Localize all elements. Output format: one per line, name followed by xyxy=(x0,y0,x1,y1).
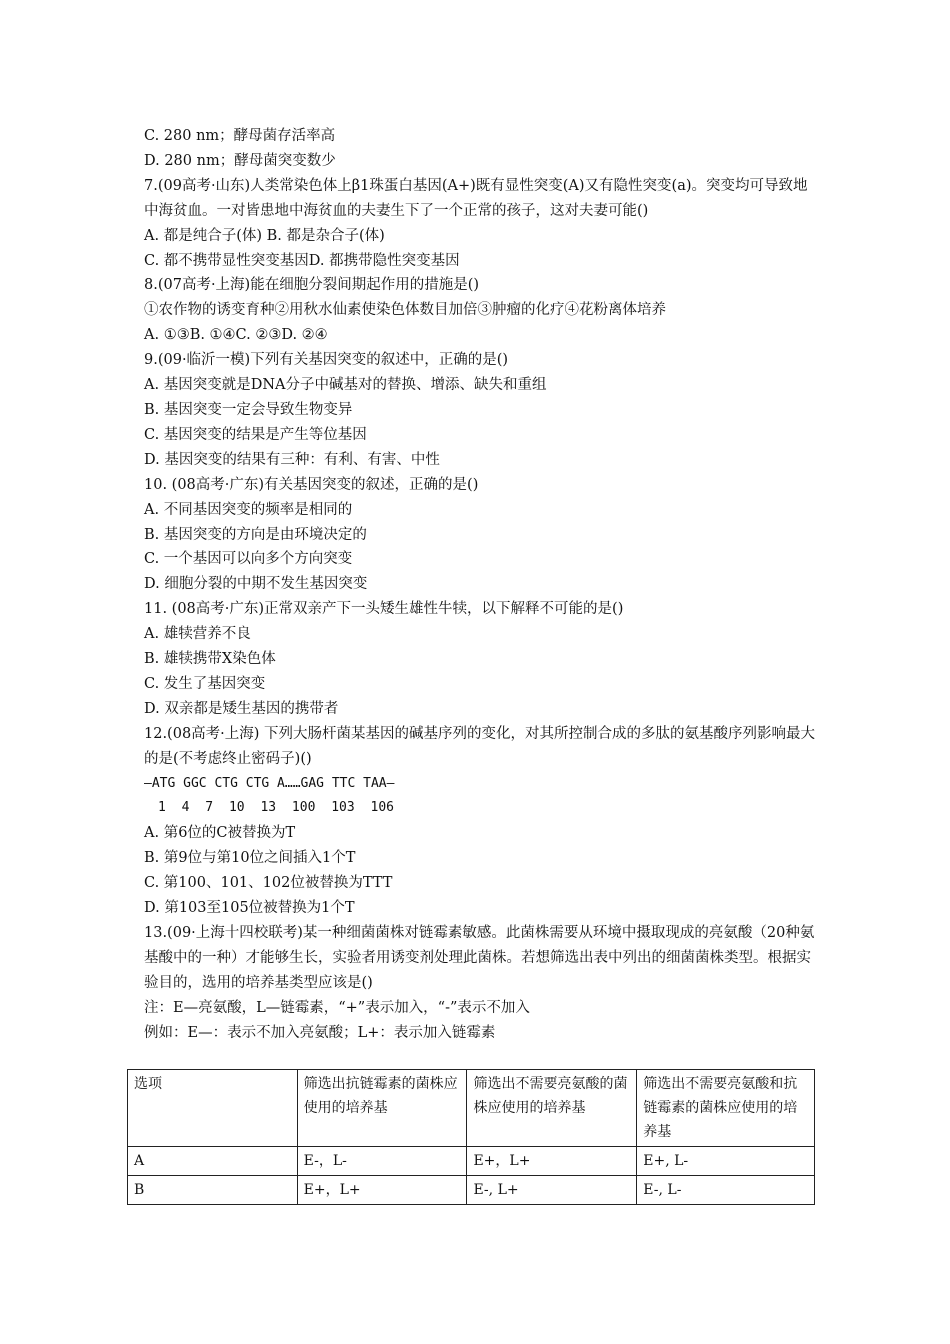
option-line: C. 一个基因可以向多个方向突变 xyxy=(144,551,353,568)
table-header-cell: 筛选出抗链霉素的菌株应使用的培养基 xyxy=(297,1070,467,1147)
table-header-cell: 筛选出不需要亮氨酸的菌株应使用的培养基 xyxy=(467,1070,637,1147)
option-line: B. 基因突变一定会导致生物变异 xyxy=(144,401,353,418)
table-header-cell: 选项 xyxy=(128,1070,298,1147)
table-cell: E+，L+ xyxy=(297,1176,467,1205)
option-line: D. 基因突变的结果有三种：有利、有害、中性 xyxy=(144,451,440,468)
question-8-stem: 8.(07高考·上海)能在细胞分裂间期起作用的措施是() xyxy=(144,277,480,294)
table-cell: E+，L+ xyxy=(467,1147,637,1176)
table-cell: E-, L+ xyxy=(467,1176,637,1205)
table-cell: E+, L- xyxy=(637,1147,815,1176)
option-line: A. 都是纯合子(体) B. 都是杂合子(体) xyxy=(144,227,385,244)
question-12-stem: 12.(08高考·上海) 下列大肠杆菌某基因的碱基序列的变化，对其所控制合成的多肽的氨基酸序列影响最大的是(不考虑终止密码子)() xyxy=(144,725,816,767)
base-positions: 1 4 7 10 13 100 103 106 xyxy=(158,800,395,816)
text-line: ①农作物的诱变育种②用秋水仙素使染色体数目加倍③肿瘤的化疗④花粉离体培养 xyxy=(144,302,666,319)
example-line: 例如：E—：表示不加入亮氨酸；L+：表示加入链霉素 xyxy=(144,1024,496,1041)
note-line: 注：E—亮氨酸，L—链霉素，“+”表示加入，“-”表示不加入 xyxy=(144,999,530,1016)
text-line: D. 280 nm；酵母菌突变数少 xyxy=(144,152,336,169)
question-10-stem: 10. (08高考·广东)有关基因突变的叙述，正确的是() xyxy=(144,476,479,493)
option-line: C. 发生了基因突变 xyxy=(144,675,266,692)
table-row xyxy=(128,1176,815,1205)
table-cell: E-，L- xyxy=(297,1147,467,1176)
option-line: D. 细胞分裂的中期不发生基因突变 xyxy=(144,576,368,593)
question-9-stem: 9.(09·临沂一模)下列有关基因突变的叙述中，正确的是() xyxy=(144,352,509,369)
table-header-cell: 筛选出不需要亮氨酸和抗链霉素的菌株应使用的培养基 xyxy=(637,1070,815,1147)
option-line: A. 第6位的C被替换为T xyxy=(144,825,296,842)
question-13-stem: 13.(09·上海十四校联考)某一种细菌菌株对链霉素敏感。此菌株需要从环境中摄取现成的亮氨酸（20种氨基酸中的一种）才能够生长，实验者用诱变剂处理此菌株。若想筛选出表中列出的细菌菌株类型。根据实验目的，选用的培养基类型应该是() xyxy=(144,925,815,991)
option-line: B. 基因突变的方向是由环境决定的 xyxy=(144,526,367,543)
table-cell: E-, L- xyxy=(637,1176,815,1205)
option-line: A. 基因突变就是DNA分子中碱基对的替换、增添、缺失和重组 xyxy=(144,377,547,394)
table-cell: A xyxy=(128,1147,298,1176)
option-line: C. 都不携带显性突变基因D. 都携带隐性突变基因 xyxy=(144,252,460,269)
option-line: A. 雄犊营养不良 xyxy=(144,626,251,643)
option-line: B. 第9位与第10位之间插入1个T xyxy=(144,850,356,867)
question-11-stem: 11. (08高考·广东)正常双亲产下一头矮生雄性牛犊，以下解释不可能的是() xyxy=(144,601,624,618)
option-line: D. 第103至105位被替换为1个T xyxy=(144,900,355,917)
table-header-row xyxy=(128,1070,815,1147)
question-7-stem: 7.(09高考·山东)人类常染色体上β1珠蛋白基因(A+)既有显性突变(A)又有隐性突变(a)。突变均可导致地中海贫血。一对皆患地中海贫血的夫妻生下了一个正常的孩子，这对夫妻可能() xyxy=(144,177,808,219)
table-row xyxy=(128,1147,815,1176)
option-line: D. 双亲都是矮生基因的携带者 xyxy=(144,700,339,717)
options-table xyxy=(127,1069,815,1205)
option-line: C. 第100、101、102位被替换为TTT xyxy=(144,875,393,892)
table-cell: B xyxy=(128,1176,298,1205)
document-body xyxy=(144,124,816,1046)
option-line: A. 不同基因突变的频率是相同的 xyxy=(144,501,353,518)
base-sequence: —ATG GGC CTG CTG A……GAG TTC TAA— xyxy=(144,775,395,791)
option-line: A. ①③B. ①④C. ②③D. ②④ xyxy=(144,327,328,344)
option-line: C. 基因突变的结果是产生等位基因 xyxy=(144,426,367,443)
text-line: C. 280 nm；酵母菌存活率高 xyxy=(144,128,336,144)
option-line: B. 雄犊携带X染色体 xyxy=(144,651,276,668)
